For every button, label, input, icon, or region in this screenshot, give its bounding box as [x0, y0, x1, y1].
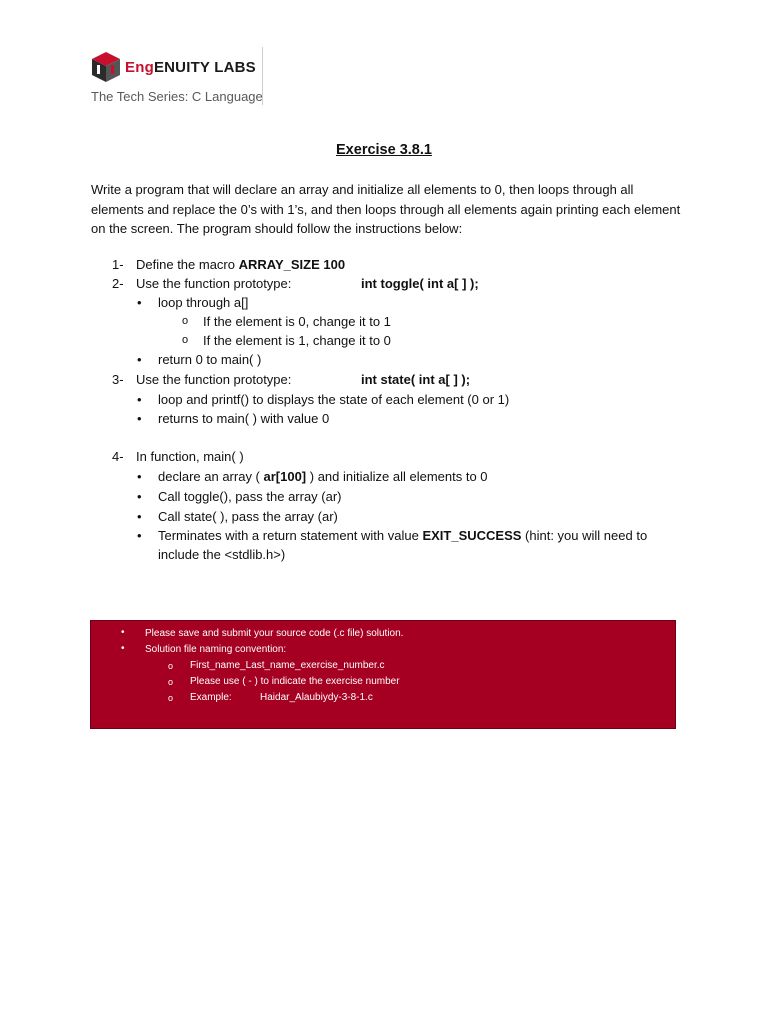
step-2-sub-1: If the element is 0, change it to 1 — [203, 314, 391, 329]
step-4-bullet-4 — [158, 526, 647, 545]
step-2-sub-2: If the element is 1, change it to 0 — [203, 333, 391, 348]
step-2-prototype: int toggle( int a[ ] ); — [361, 276, 479, 291]
sub-bullet-icon: o — [168, 693, 174, 703]
brand-prefix: Eng — [125, 58, 154, 76]
brand-name — [125, 59, 256, 76]
bullet-icon: • — [137, 528, 142, 543]
bullet-icon: • — [137, 509, 142, 524]
step-4-bullet-4-value: EXIT_SUCCESS — [422, 528, 522, 543]
step-2-text: Use the function prototype: — [136, 276, 292, 291]
bullet-icon: • — [121, 643, 125, 654]
sub-bullet-icon: o — [182, 315, 189, 327]
step-4-bullet-1-post: ) and initialize all elements to 0 — [306, 469, 488, 484]
step-4-bullet-3: Call state( ), pass the array (ar) — [158, 509, 338, 524]
step-1-label: Define the macro — [136, 257, 239, 272]
step-2-bullet-1: loop through a[] — [158, 295, 249, 310]
intro-paragraph: Write a program that will declare an array and initialize all elements to 0, then loops through all elements and replace the 0’s with 1’s, and then loops through all elements again printing each element on the screen. The program should follow the instructions below: — [91, 182, 681, 236]
exercise-title: Exercise 3.8.1 — [336, 142, 432, 158]
series-subtitle: The Tech Series: C Language — [91, 89, 263, 104]
step-3-prototype: int state( int a[ ] ); — [361, 372, 471, 387]
step-3-bullet-2: returns to main( ) with value 0 — [158, 411, 330, 426]
bullet-icon: • — [137, 295, 142, 310]
step-2-number: 2- — [112, 276, 124, 291]
brand-rest: ENUITY LABS — [153, 58, 256, 76]
submission-notice — [90, 620, 676, 729]
sub-bullet-icon: o — [168, 677, 174, 687]
notice-sub-3-value: Haidar_Alaubiydy-3-8-1.c — [260, 692, 373, 703]
notice-sub-1: First_name_Last_name_exercise_number.c — [190, 660, 385, 671]
bullet-icon: • — [137, 469, 142, 484]
sub-bullet-icon: o — [168, 661, 174, 671]
step-1-text — [136, 255, 345, 274]
step-1-number: 1- — [112, 257, 124, 272]
logo — [91, 49, 263, 85]
step-4-bullet-4-pre: Terminates with a return statement with value — [158, 528, 423, 543]
notice-sub-2: Please use ( - ) to indicate the exercise number — [190, 676, 400, 687]
step-4-bullet-4-post: (hint: you will need to — [521, 528, 648, 543]
bullet-icon: • — [137, 352, 142, 367]
step-4-text: In function, main( ) — [136, 449, 244, 464]
step-3-number: 3- — [112, 372, 124, 387]
logo-cube-icon — [91, 51, 121, 83]
step-4-number: 4- — [112, 449, 124, 464]
step-3-text: Use the function prototype: — [136, 372, 292, 387]
step-4-bullet-4-continued: include the <stdlib.h>) — [158, 547, 286, 562]
step-4-bullet-1-pre: declare an array ( — [158, 469, 264, 484]
step-4-bullet-2: Call toggle(), pass the array (ar) — [158, 489, 342, 504]
step-3-bullet-1: loop and printf() to displays the state of each element (0 or 1) — [158, 392, 510, 407]
notice-item-2: Solution file naming convention: — [145, 644, 287, 655]
bullet-icon: • — [137, 489, 142, 504]
header — [91, 49, 263, 85]
step-4-bullet-1-array: ar[100] — [263, 469, 307, 484]
bullet-icon: • — [137, 411, 142, 426]
bullet-icon: • — [121, 627, 125, 638]
notice-item-1: Please save and submit your source code (.c file) solution. — [145, 628, 404, 639]
step-4-bullet-1 — [158, 467, 488, 486]
bullet-icon: • — [137, 392, 142, 407]
sub-bullet-icon: o — [182, 334, 189, 346]
step-1-macro: ARRAY_SIZE 100 — [238, 257, 346, 272]
notice-sub-3-label: Example: — [190, 692, 232, 703]
step-2-bullet-2: return 0 to main( ) — [158, 352, 262, 367]
